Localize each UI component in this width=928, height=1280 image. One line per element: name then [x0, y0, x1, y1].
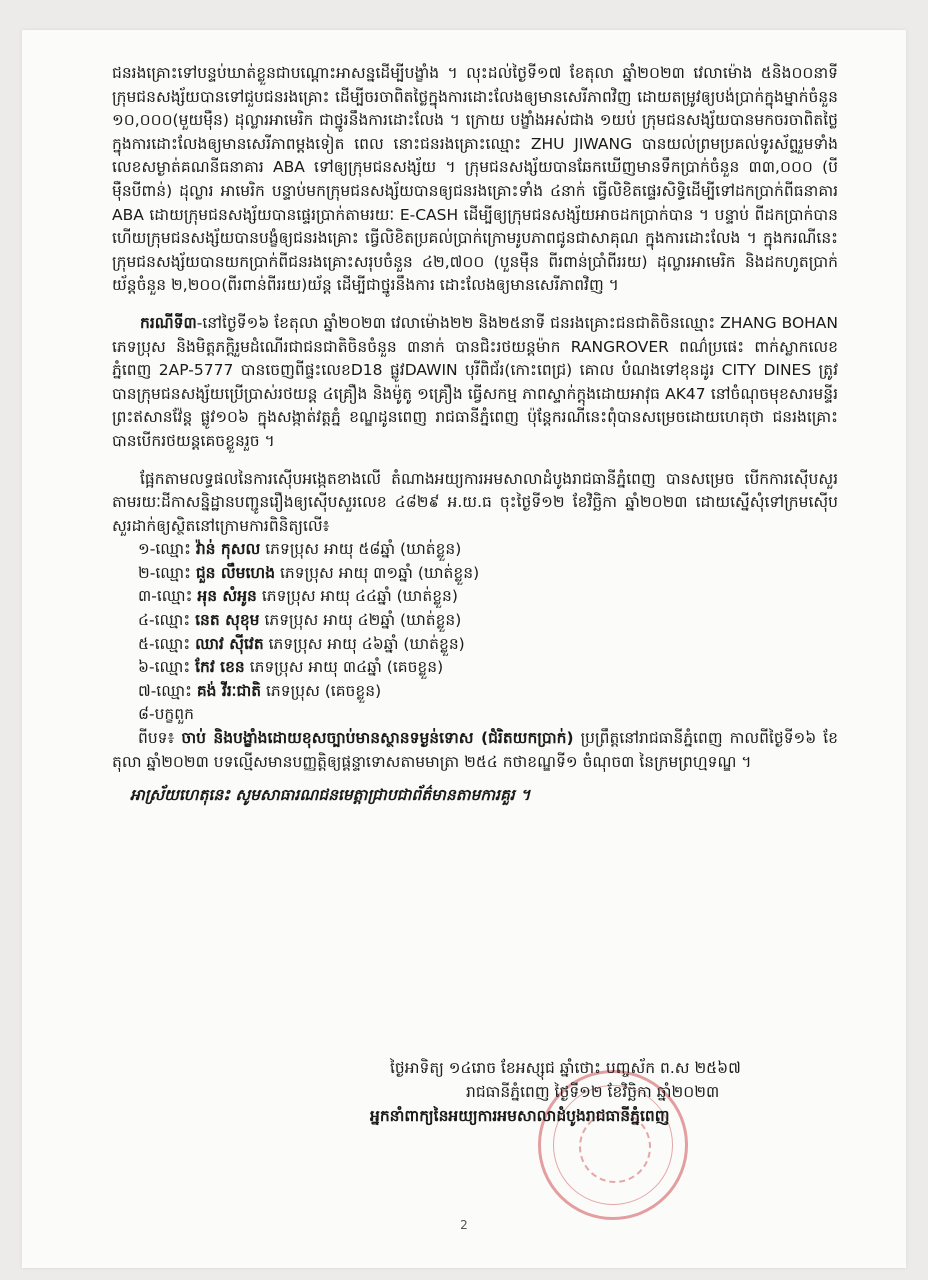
date-signature-block [370, 1056, 850, 1128]
charge-label: ពីបទ៖ [138, 729, 175, 748]
closing-statement: អាស្រ័យហេតុនេះ សូមសាធារណជនមេត្តាជ្រាបជាព័ត៌មានតាមការគួរ ។ [130, 786, 531, 805]
case-3-text: -នៅថ្ងៃទី១៦ ខែតុលា ឆ្នាំ២០២៣ វេលាម៉ោង២២ និង២៥នាទី ជនរងគ្រោះជនជាតិចិនឈ្មោះ ZHANG BOHAN ភេទប្រុស និងមិត្តភក្តិរួមដំណើរជាជនជាតិចិនចំនួន ៣នាក់ បានជិះរថយន្តម៉ាក RANGROVER ពណ៌ប្រផេះ ពាក់ស្លាកលេខភ្នំពេញ 2AP-5777 បានចេញពីផ្ទះលេខD18 ផ្លូវDAWIN បុរីពិជ័រ(កោះពេជ្រ) គោល បំណងទៅខុនដូរ CITY DINES ត្រូវបានក្រុមជនសង្ស័យប្រើប្រាស់រថយន្ត ៤គ្រឿង និងម៉ូតូ ១គ្រឿង ធ្វើសកម្ម ភាពស្ទាក់ក្ដុងដោយអាវុធ AK47 នៅចំណុចមុខសារមន្ទីរព្រះឥសានវ៉ែន្ត ផ្លូវ១០៦ ក្នុងសង្កាត់វត្តភ្នំ ខណ្ឌដូនពេញ រាជធានីភ្នំពេញ ប៉ុន្តែករណីនេះពុំបានសម្រេចដោយហេតុថា ជនរងគ្រោះបានបើករថយន្តគេចខ្លួនរួច ។ [112, 313, 838, 450]
list-item: ៨-បក្ខពួក [138, 705, 194, 724]
document-body [112, 62, 838, 808]
charge-offense: ចាប់ និងបង្ខាំងដោយខុសច្បាប់មានស្ថានទម្ងន់ទោស (ជំរិតយកប្រាក់) [181, 729, 574, 748]
paragraph-case-2-continuation: ជនរងគ្រោះទៅបន្ទប់ឃាត់ខ្លួនជាបណ្ដោះអាសន្នដើម្បីបង្ខាំង ។ លុះដល់ថ្ងៃទី១៧ ខែតុលា ឆ្នាំ២០២៣ វេលាម៉ោង ៥និង០០នាទី ក្រុមជនសង្ស័យបានទៅជួបជនរងគ្រោះ ដើម្បីចរចាពិតថ្លៃក្នុងការដោះលែងឲ្យមានសេរីភាពវិញ ដោយតម្រូវឲ្យបង់ប្រាក់ក្នុងម្នាក់ចំនួន ១០,០០០(មួយម៉ឺន) ដុល្លារអាមេរិក ជាថ្នូរនឹងការដោះលែង ។ ក្រោយ បង្ខាំងអស់ជាង ១យប់ ក្រុមជនសង្ស័យបានមកចរចាពិតថ្លៃក្នុងការដោះលែងឲ្យមានសេរីភាពម្ដងទៀត ពេល នោះជនរងគ្រោះឈ្មោះ ZHU JIWANG បានយល់ព្រមប្រគល់ទូរស័ព្ទរួមទាំងលេខសម្ងាត់គណនីធនាគារ ABA ទៅឲ្យក្រុមជនសង្ស័យ ។ ក្រុមជនសង្ស័យបានឆែកឃើញមានទឹកប្រាក់ចំនួន ៣៣,០០០ (បីម៉ឺនបីពាន់) ដុល្លារ អាមេរិក បន្ទាប់មកក្រុមជនសង្ស័យបានឲ្យជនរងគ្រោះទាំង ៤នាក់ ធ្វើលិខិតផ្ទេរសិទ្ធិដើម្បីទៅដកប្រាក់ពីធនាគារ ABA ដោយក្រុមជនសង្ស័យបានផ្ទេរប្រាក់តាមរយៈ E-CASH ដើម្បីឲ្យក្រុមជនសង្ស័យអាចដកប្រាក់បាន ។ បន្ទាប់ ពីដកប្រាក់បានហើយក្រុមជនសង្ស័យបានបង្ខំឲ្យជនរងគ្រោះ ធ្វើលិខិតប្រគល់ប្រាក់ក្រោមរូបភាពជូនជាសាគុណ ក្នុងការដោះលែង ។ ក្នុងករណីនេះ ក្រុមជនសង្ស័យបានយកប្រាក់ពីជនរងគ្រោះសរុបចំនួន ៤២,៧០០ (បួនម៉ឺន ពីរពាន់ប្រាំពីររយ) ដុល្លារអាមេរិក និងដកហូតប្រាក់យ័ន្តចំនួន ២,២០០(ពីរពាន់ពីររយ)យ័ន្ត ដើម្បីជាថ្នូរនឹងការ ដោះលែងឲ្យមានសេរីភាពវិញ ។ [112, 64, 838, 295]
lunar-date: ថ្ងៃអាទិត្យ ១៤រោច ខែអស្សុជ ឆ្នាំថោះ បញ្ចស័ក ព.ស ២៥៦៧ [390, 1059, 741, 1077]
list-item: ៧-ឈ្មោះ គង់ វីរៈជាតិ ភេទប្រុស (គេចខ្លួន) [138, 681, 382, 700]
list-item: ១-ឈ្មោះ វ៉ាន់ កុសល ភេទប្រុស អាយុ ៥៨ឆ្នាំ (ឃាត់ខ្លួន) [138, 540, 462, 559]
suspect-list [138, 538, 838, 727]
solar-date: រាជធានីភ្នំពេញ ថ្ងៃទី១២ ខែវិច្ឆិកា ឆ្នាំ២០២៣ [466, 1083, 720, 1101]
page-number: 2 [460, 1218, 468, 1232]
list-item: ៦-ឈ្មោះ កែវ ខេន ភេទប្រុស អាយុ ៣៤ឆ្នាំ (គេចខ្លួន) [138, 658, 444, 677]
charge-paragraph [112, 727, 838, 774]
list-item: ៤-ឈ្មោះ នេត សុខុម ភេទប្រុស អាយុ ៤២ឆ្នាំ (ឃាត់ខ្លួន) [138, 611, 462, 630]
signatory-title: អ្នកនាំពាក្យនៃអយ្យការអមសាលាដំបូងរាជធានីភ្នំពេញ [370, 1107, 670, 1125]
list-item: ២-ឈ្មោះ ជួន លឹមហេង ភេទប្រុស អាយុ ៣១ឆ្នាំ (ឃាត់ខ្លួន) [138, 563, 480, 582]
paragraph-case-3 [112, 312, 838, 454]
case-3-label: ករណីទី៣ [140, 313, 197, 332]
list-item: ៥-ឈ្មោះ ឈាវ ស៊ីវេត ភេទប្រុស អាយុ ៤៦ឆ្នាំ (ឃាត់ខ្លួន) [138, 634, 465, 653]
list-item: ៣-ឈ្មោះ អុន សំអូន ភេទប្រុស អាយុ ៤៤ឆ្នាំ (ឃាត់ខ្លួន) [138, 587, 458, 606]
paragraph-investigation-result: ផ្អែកតាមលទ្ធផលនៃការស៊ើបអង្កេតខាងលើ តំណាងអយ្យការអមសាលាដំបូងរាជធានីភ្នំពេញ បានសម្រេច បើកការស៊ើបសួរតាមរយៈដីកាសន្និដ្ឋានបញ្ជូនរឿងឲ្យស៊ើបសួរលេខ ៤៨២៩ អ.យ.ធ ចុះថ្ងៃទី១២ ខែវិច្ឆិកា ឆ្នាំ២០២៣ ដោយស្នើសុំទៅក្រមស៊ើបសួរដាក់ឲ្យស្ថិតនៅក្រោមការពិនិត្យលើ៖ [112, 469, 838, 535]
charge-details: ប្រព្រឹត្តនៅរាជធានីភ្នំពេញ កាលពីថ្ងៃទី១៦ ខែតុលា ឆ្នាំ២០២៣ បទល្មើសមានបញ្ញត្តិឲ្យផ្ដន្ទាទោសតាមមាត្រា ២៥៤ កថាខណ្ឌទី១ ចំណុច៣ នៃក្រមព្រហ្មទណ្ឌ ។ [112, 729, 838, 771]
